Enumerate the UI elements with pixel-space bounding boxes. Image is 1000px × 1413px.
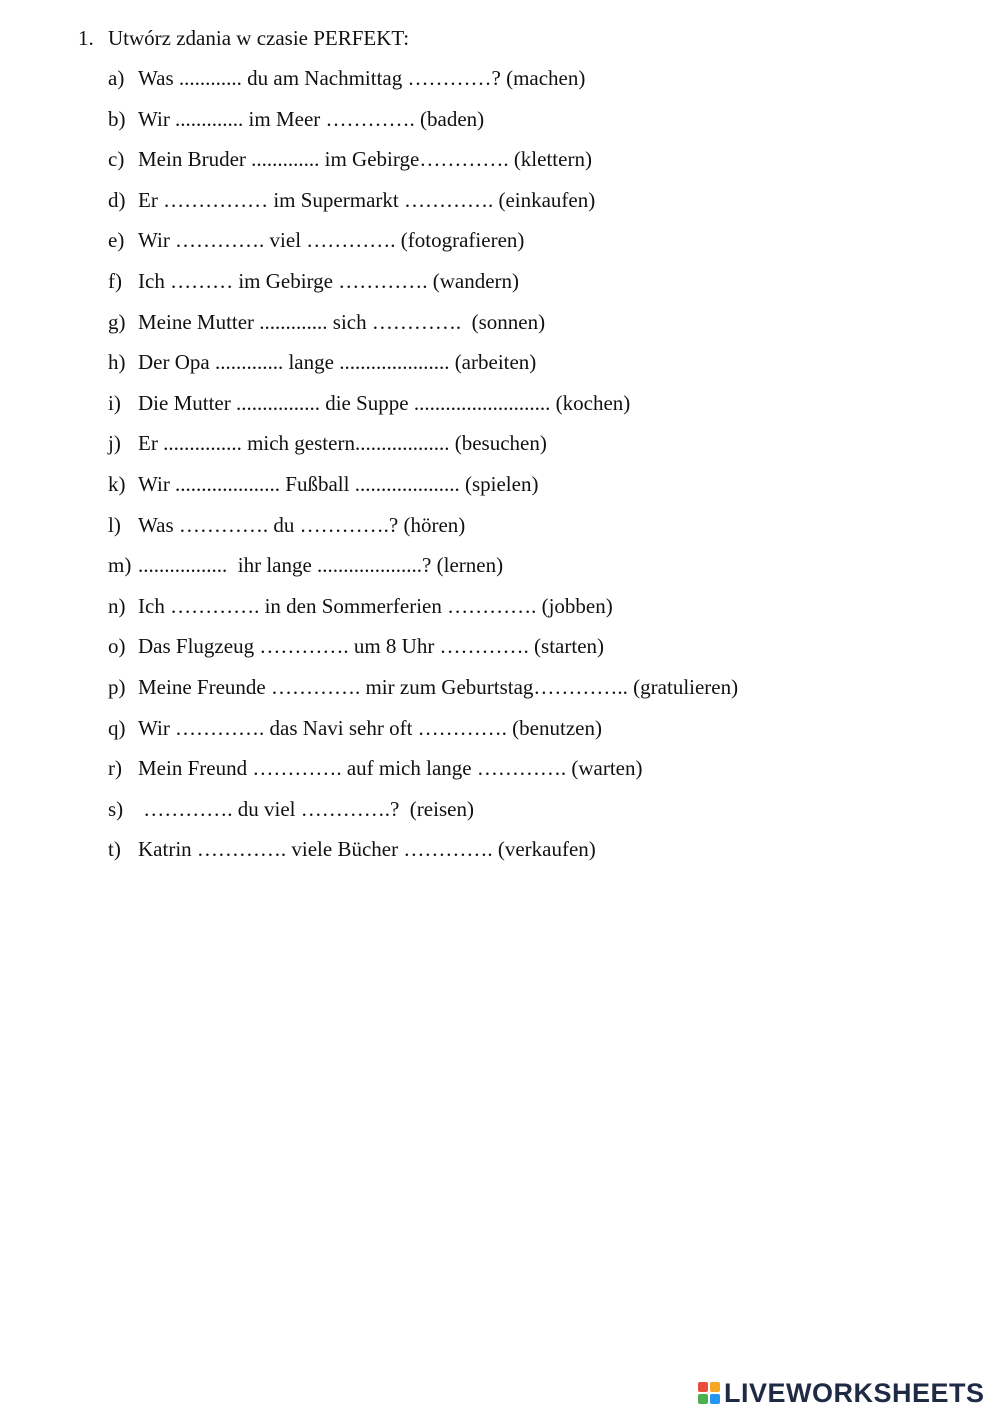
item-letter: b) — [108, 106, 126, 131]
item-letter: r) — [108, 756, 122, 781]
item-letter: c) — [108, 147, 125, 172]
item-text: Das Flugzeug …………. um 8 Uhr …………. (starten) — [138, 634, 605, 659]
item-letter: g) — [108, 309, 126, 334]
item-text: Was …………. du ………….? (hören) — [138, 512, 466, 537]
item-text: Meine Freunde …………. mir zum Geburtstag………….. (gratulieren) — [138, 674, 739, 699]
exercise-number: 1. — [78, 26, 94, 50]
exercise-item — [108, 754, 738, 795]
item-letter: t) — [108, 837, 121, 862]
item-text: Ich ……… im Gebirge …………. (wandern) — [138, 268, 520, 293]
item-text: Er …………… im Supermarkt …………. (einkaufen) — [138, 187, 596, 212]
item-letter: n) — [108, 593, 126, 618]
item-letter: d) — [108, 187, 126, 212]
item-text: …………. du viel ………….? (reisen) — [138, 796, 474, 821]
item-letter: s) — [108, 796, 124, 821]
item-letter: q) — [108, 715, 126, 740]
item-text: Mein Bruder ............. im Gebirge…………. (klettern) — [138, 147, 592, 172]
item-text: Wir .................... Fußball .................... (spielen) — [138, 471, 539, 496]
exercise-instruction: Utwórz zdania w czasie PERFEKT: — [108, 26, 410, 50]
item-text: Die Mutter ................ die Suppe .......................... (kochen) — [138, 390, 631, 415]
item-letter: p) — [108, 674, 126, 699]
exercise-heading — [78, 24, 409, 52]
exercise-item — [108, 835, 738, 876]
item-text: Wir ............. im Meer …………. (baden) — [138, 106, 485, 131]
exercise-item — [108, 308, 738, 349]
exercise-item — [108, 673, 738, 714]
item-letter: m) — [108, 553, 132, 578]
item-letter: l) — [108, 512, 121, 537]
item-text: Der Opa ............. lange ..................... (arbeiten) — [138, 350, 537, 375]
exercise-item — [108, 795, 738, 836]
logo-text: LIVEWORKSHEETS — [724, 1377, 985, 1408]
exercise-item — [108, 348, 738, 389]
exercise-item — [108, 714, 738, 755]
item-text: Ich …………. in den Sommerferien …………. (jobben) — [138, 593, 613, 618]
exercise-item — [108, 389, 738, 430]
item-letter: f) — [108, 268, 122, 293]
exercise-item — [108, 551, 738, 592]
exercise-item — [108, 429, 738, 470]
item-letter: i) — [108, 390, 121, 415]
item-letter: h) — [108, 350, 126, 375]
exercise-item — [108, 267, 738, 308]
exercise-item — [108, 145, 738, 186]
item-letter: o) — [108, 634, 126, 659]
exercise-item — [108, 511, 738, 552]
item-letter: j) — [108, 431, 121, 456]
item-text: Mein Freund …………. auf mich lange …………. (warten) — [138, 756, 643, 781]
item-text: Was ............ du am Nachmittag …………? (machen) — [138, 66, 586, 90]
item-text: Katrin …………. viele Bücher …………. (verkaufen) — [138, 837, 596, 862]
exercise-item — [108, 226, 738, 267]
item-letter: k) — [108, 471, 126, 496]
item-text: Wir …………. viel …………. (fotografieren) — [138, 228, 525, 253]
exercise-item — [108, 186, 738, 227]
item-letter: a) — [108, 66, 125, 90]
exercise-item — [108, 64, 738, 105]
exercise-item — [108, 632, 738, 673]
liveworksheets-logo-icon — [697, 1381, 721, 1405]
exercise-list — [108, 64, 738, 876]
liveworksheets-logo — [697, 1378, 985, 1408]
item-text: ................. ihr lange ....................? (lernen) — [138, 553, 504, 578]
item-text: Wir …………. das Navi sehr oft …………. (benutzen) — [138, 715, 602, 740]
item-text: Meine Mutter ............. sich …………. (sonnen) — [138, 309, 546, 334]
exercise-item — [108, 470, 738, 511]
exercise-item — [108, 105, 738, 146]
exercise-item — [108, 592, 738, 633]
item-letter: e) — [108, 228, 125, 253]
item-text: Er ............... mich gestern.................. (besuchen) — [138, 431, 547, 456]
